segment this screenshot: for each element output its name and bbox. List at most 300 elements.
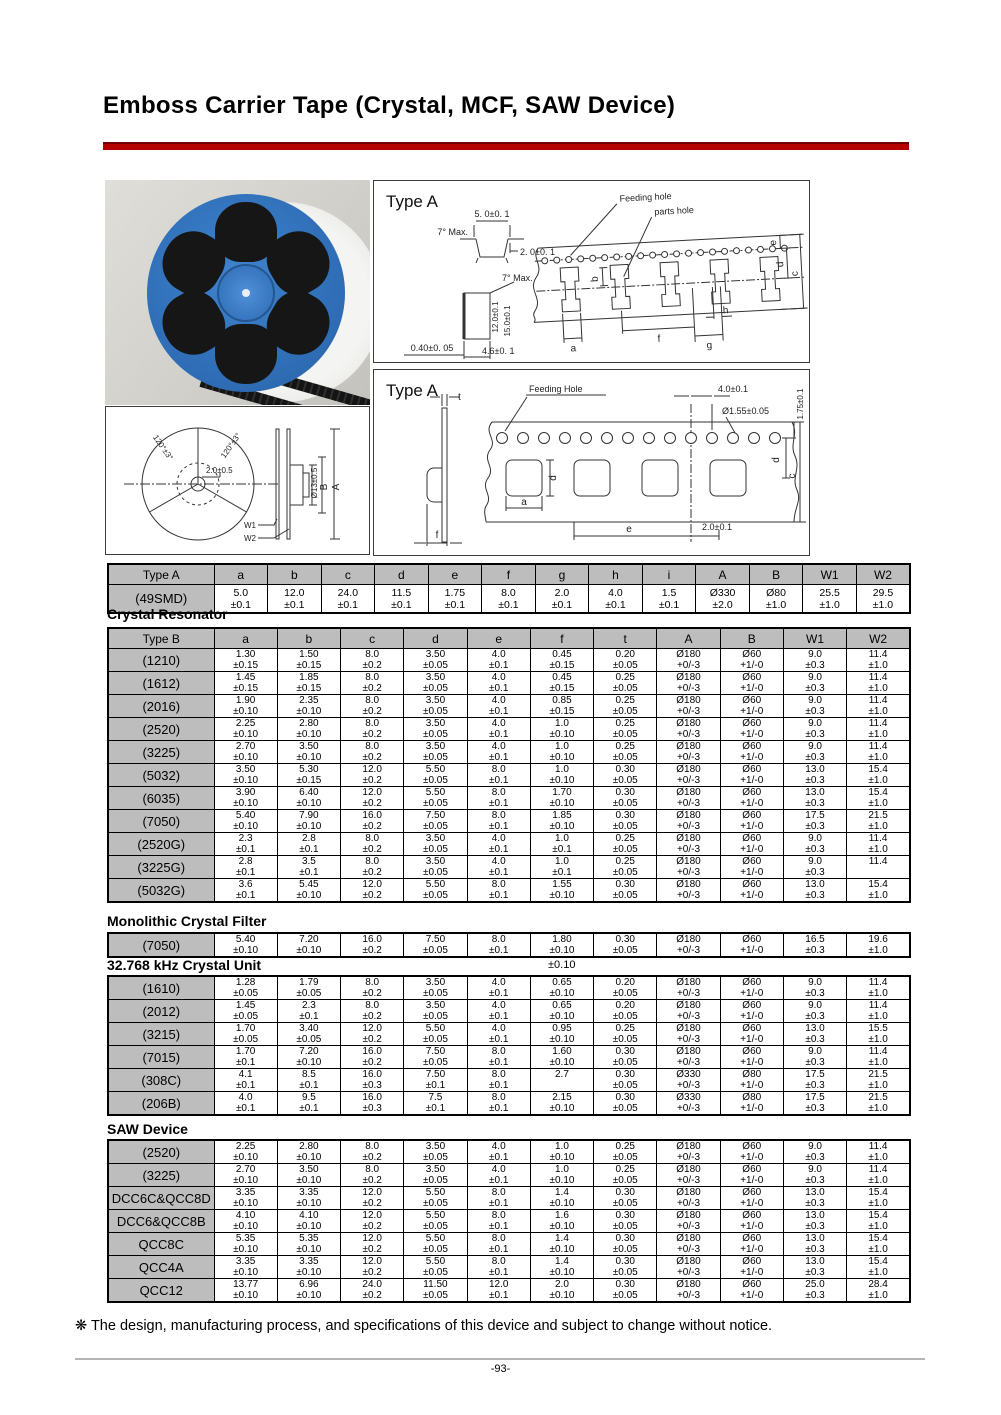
letter-h: h xyxy=(722,305,729,317)
spec-value: 12.0 xyxy=(362,879,382,890)
spec-value: Ø60 xyxy=(742,810,762,821)
spec-value: 13.0 xyxy=(805,1256,825,1267)
spec-tolerance: ±2.0 xyxy=(712,598,733,611)
spec-tolerance: ±0.05 xyxy=(422,1267,448,1278)
spec-tolerance: ±0.1 xyxy=(489,1175,509,1186)
spec-cell xyxy=(657,1279,720,1303)
spec-cell xyxy=(428,585,482,614)
spec-value: 3.35 xyxy=(299,1256,319,1267)
spec-cell xyxy=(720,1187,783,1210)
spec-cell xyxy=(594,833,657,856)
title-rule xyxy=(103,142,909,150)
spec-tolerance: ±1.0 xyxy=(868,683,888,694)
spec-value: 8.0 xyxy=(491,934,506,945)
spec-tolerance: +1/-0 xyxy=(740,729,764,740)
spec-tolerance: ±0.10 xyxy=(296,706,322,717)
spec-value: 6.96 xyxy=(299,1279,319,1290)
spec-cell xyxy=(530,649,593,672)
spec-tolerance: ±0.1 xyxy=(489,1103,509,1114)
spec-cell xyxy=(594,764,657,787)
spec-value: Ø180 xyxy=(676,1210,701,1221)
spec-value: 11.50 xyxy=(423,1279,448,1290)
spec-value: Ø180 xyxy=(676,1187,701,1198)
spec-tolerance: ±0.05 xyxy=(612,706,638,717)
spec-value: 5.50 xyxy=(425,787,446,798)
spec-cell xyxy=(341,695,404,718)
spec-tolerance: ±0.05 xyxy=(422,775,448,786)
spec-tolerance: ±1.0 xyxy=(868,1103,888,1114)
spec-value: 0.45 xyxy=(552,649,572,660)
spec-value: 2.0 xyxy=(554,586,570,599)
spec-value: 3.40 xyxy=(299,1023,319,1034)
spec-tolerance: ±1.0 xyxy=(765,598,787,611)
w1-label: W1 xyxy=(244,521,256,530)
spec-cell xyxy=(530,933,593,957)
spec-tolerance: +0/-3 xyxy=(676,945,701,956)
spec-value: 11.4 xyxy=(868,833,888,844)
spec-tolerance: +0/-3 xyxy=(676,775,701,786)
section-heading-saw: SAW Device xyxy=(107,1121,188,1137)
spec-tolerance: ±0.3 xyxy=(805,1290,825,1301)
spec-cell xyxy=(657,1233,720,1256)
spec-cell xyxy=(467,1256,530,1279)
spec-tolerance: ±0.05 xyxy=(612,1103,638,1114)
spec-value: 12.0 xyxy=(362,1187,382,1198)
spec-cell xyxy=(277,672,340,695)
spec-cell xyxy=(594,649,657,672)
spec-tolerance: ±0.15 xyxy=(296,683,322,694)
spec-cell xyxy=(404,672,467,695)
spec-cell xyxy=(594,976,657,1000)
spec-tolerance: ±0.10 xyxy=(233,729,259,740)
spec-tolerance: ±0.10 xyxy=(233,798,259,809)
spec-tolerance: ±1.0 xyxy=(868,890,888,901)
spec-cell xyxy=(783,879,846,903)
spec-tolerance: +1/-0 xyxy=(740,775,764,786)
spec-value: 3.35 xyxy=(299,1187,319,1198)
dim-label: 0.40±0. 05 xyxy=(410,343,454,353)
spec-tolerance: ±0.10 xyxy=(549,1011,575,1022)
spec-value: 2.25 xyxy=(235,718,256,729)
row-label: (49SMD) xyxy=(108,585,214,614)
spec-value: 8.0 xyxy=(491,787,506,798)
column-header: A xyxy=(696,564,750,585)
spec-tolerance: ±0.3 xyxy=(805,1034,825,1045)
spec-cell xyxy=(783,1187,846,1210)
spec-cell xyxy=(657,787,720,810)
spec-tolerance: ±0.2 xyxy=(362,890,382,901)
column-header: f xyxy=(482,564,536,585)
table-row xyxy=(108,1210,910,1233)
spec-cell xyxy=(783,649,846,672)
spec-tolerance: ±0.2 xyxy=(362,1267,382,1278)
spec-value: 4.0 xyxy=(491,649,506,660)
spec-cell xyxy=(482,585,536,614)
spec-value: 1.30 xyxy=(235,649,256,660)
spec-tolerance: ±0.1 xyxy=(489,1290,509,1301)
spec-tolerance: ±0.10 xyxy=(233,706,259,717)
spec-value: Ø60 xyxy=(742,1141,762,1152)
spec-tolerance: ±0.10 xyxy=(296,1267,322,1278)
spec-tolerance: ±0.1 xyxy=(284,598,305,611)
spec-tolerance: ±0.05 xyxy=(612,821,638,832)
spec-cell xyxy=(783,1210,846,1233)
spec-tolerance: ±0.10 xyxy=(549,821,575,832)
spec-value: 1.45 xyxy=(235,672,256,683)
table-row xyxy=(108,1000,910,1023)
spec-cell xyxy=(847,1023,910,1046)
spec-cell xyxy=(277,810,340,833)
spec-value: 3.50 xyxy=(425,649,446,660)
spec-cell xyxy=(657,672,720,695)
spec-cell xyxy=(341,1023,404,1046)
type-a-diagram-1 xyxy=(373,180,810,363)
spec-tolerance: ±1.0 xyxy=(868,1267,888,1278)
spec-cell xyxy=(847,856,910,879)
spec-value: 0.30 xyxy=(615,879,635,890)
spec-tolerance: ±1.0 xyxy=(868,775,888,786)
column-header: W2 xyxy=(856,564,910,585)
spec-value: Ø180 xyxy=(676,787,701,798)
spec-value: 3.35 xyxy=(235,1187,256,1198)
spec-tolerance: ±1.0 xyxy=(868,1175,888,1186)
spec-cell xyxy=(783,1256,846,1279)
spec-tolerance: ±0.10 xyxy=(549,1290,575,1301)
spec-tolerance: ±0.1 xyxy=(658,598,680,611)
spec-tolerance: ±0.10 xyxy=(549,1034,575,1045)
spec-value: 8.0 xyxy=(491,1092,506,1103)
spec-value: 8.0 xyxy=(491,1046,506,1057)
spec-value: 0.25 xyxy=(615,856,635,867)
spec-value: 2.15 xyxy=(552,1092,572,1103)
dim-label: 2.0±0.5 xyxy=(206,466,233,475)
spec-tolerance: ±0.2 xyxy=(362,1175,382,1186)
spec-value: 9.0 xyxy=(808,672,822,683)
spec-value: 9.0 xyxy=(808,695,822,706)
spec-cell xyxy=(530,1000,593,1023)
table-row xyxy=(108,1256,910,1279)
spec-tolerance: ±0.3 xyxy=(805,1267,825,1278)
spec-value: 4.0 xyxy=(491,833,506,844)
column-header: B xyxy=(720,628,783,649)
spec-cell xyxy=(530,741,593,764)
spec-cell xyxy=(214,976,277,1000)
spec-tolerance: ±0.1 xyxy=(489,660,509,671)
spec-tolerance: +0/-3 xyxy=(676,660,701,671)
spec-tolerance: ±0.15 xyxy=(549,706,575,717)
column-header: a xyxy=(214,628,277,649)
spec-value: 5.50 xyxy=(425,879,446,890)
spec-value: Ø60 xyxy=(742,1187,762,1198)
spec-tolerance xyxy=(847,867,909,878)
spec-value: 21.5 xyxy=(868,1069,888,1080)
spec-cell xyxy=(720,1069,783,1092)
spec-tolerance: ±0.1 xyxy=(235,1080,256,1091)
spec-tolerance: ±0.10 xyxy=(549,729,575,740)
spec-tolerance: ±1.0 xyxy=(868,752,888,763)
spec-value: 0.25 xyxy=(615,672,635,683)
spec-cell xyxy=(277,1069,340,1092)
spec-tolerance: +0/-3 xyxy=(676,1080,701,1091)
spec-value: 3.50 xyxy=(425,833,446,844)
letter-f: f xyxy=(435,530,439,541)
spec-tolerance: +1/-0 xyxy=(740,1034,764,1045)
spec-value: 9.0 xyxy=(808,977,822,988)
spec-value: 4.0 xyxy=(238,1092,253,1103)
spec-tolerance: ±1.0 xyxy=(868,1057,888,1068)
table-row xyxy=(108,1187,910,1210)
spec-value: Ø60 xyxy=(742,649,762,660)
spec-cell xyxy=(657,1164,720,1187)
spec-value: 2.8 xyxy=(301,833,316,844)
spec-tolerance: ±0.1 xyxy=(489,844,509,855)
spec-cell xyxy=(341,1000,404,1023)
table-row xyxy=(108,764,910,787)
spec-cell xyxy=(594,1069,657,1092)
spec-value: 1.70 xyxy=(235,1046,256,1057)
spec-tolerance: ±0.2 xyxy=(362,775,382,786)
spec-value: 3.50 xyxy=(425,977,446,988)
spec-tolerance: ±0.10 xyxy=(549,1175,575,1186)
footnote-asterisk-icon: ❋ xyxy=(75,1317,88,1334)
spec-tolerance: +0/-3 xyxy=(676,1244,701,1255)
table-row xyxy=(108,879,910,903)
spec-value: 5.50 xyxy=(425,1187,446,1198)
spec-tolerance: ±0.3 xyxy=(805,1057,825,1068)
spec-value: 4.0 xyxy=(491,741,506,752)
spec-cell xyxy=(847,1000,910,1023)
spec-tolerance: ±0.05 xyxy=(612,1221,638,1232)
spec-value: 13.77 xyxy=(233,1279,259,1290)
column-header: h xyxy=(589,564,643,585)
spec-value: 9.0 xyxy=(808,833,822,844)
spec-cell xyxy=(642,585,696,614)
spec-cell xyxy=(856,585,910,614)
spec-tolerance: ±1.0 xyxy=(872,598,894,611)
spec-value: 2.3 xyxy=(301,1000,316,1011)
spec-cell xyxy=(594,810,657,833)
heading-tolerance-note: ±0.10 xyxy=(548,959,576,971)
spec-value: 12.0 xyxy=(488,1279,509,1290)
spec-tolerance: ±0.15 xyxy=(233,683,259,694)
dim-label: 15.0±0.1 xyxy=(503,305,512,337)
spec-value: 9.0 xyxy=(808,856,822,867)
spec-tolerance: ±0.2 xyxy=(362,660,382,671)
spec-tolerance: ±0.3 xyxy=(362,1080,382,1091)
spec-tolerance: +1/-0 xyxy=(740,1198,764,1209)
spec-cell xyxy=(277,976,340,1000)
spec-tolerance: ±0.2 xyxy=(362,1244,382,1255)
table-row xyxy=(108,718,910,741)
row-label: (1210) xyxy=(108,649,214,672)
spec-cell xyxy=(214,718,277,741)
spec-value: 8.0 xyxy=(365,1000,380,1011)
spec-value: 3.50 xyxy=(299,741,319,752)
spec-tolerance: ±0.05 xyxy=(612,683,638,694)
column-header: W2 xyxy=(847,628,910,649)
spec-value: 8.0 xyxy=(365,1164,380,1175)
spec-tolerance: ±0.10 xyxy=(233,821,259,832)
spec-value: Ø180 xyxy=(676,810,701,821)
spec-value: 4.10 xyxy=(235,1210,256,1221)
spec-tolerance: ±0.05 xyxy=(612,1057,638,1068)
spec-cell xyxy=(783,1069,846,1092)
spec-cell xyxy=(467,933,530,957)
spec-value: 0.20 xyxy=(615,977,635,988)
spec-cell xyxy=(404,1069,467,1092)
spec-value: Ø60 xyxy=(742,856,762,867)
spec-cell xyxy=(530,810,593,833)
spec-cell xyxy=(657,810,720,833)
spec-value: 3.50 xyxy=(425,718,446,729)
spec-tolerance: ±0.10 xyxy=(233,1244,259,1255)
crystal-resonator-table xyxy=(107,627,911,903)
spec-tolerance: ±0.2 xyxy=(362,1034,382,1045)
spec-tolerance: ±1.0 xyxy=(868,945,888,956)
spec-tolerance: +1/-0 xyxy=(740,798,764,809)
spec-value: 5.50 xyxy=(425,1210,446,1221)
spec-value: 11.4 xyxy=(868,718,888,729)
spec-cell xyxy=(847,1210,910,1233)
spec-cell xyxy=(783,787,846,810)
spec-tolerance: ±0.2 xyxy=(362,1221,382,1232)
spec-value: 0.30 xyxy=(615,1187,635,1198)
section-heading-khz: 32.768 kHz Crystal Unit xyxy=(107,957,262,973)
spec-cell xyxy=(341,1164,404,1187)
spec-value: Ø330 xyxy=(676,1092,701,1103)
spec-tolerance: +1/-0 xyxy=(740,1244,764,1255)
spec-value: 4.0 xyxy=(491,856,506,867)
spec-cell xyxy=(783,1046,846,1069)
spec-tolerance: ±1.0 xyxy=(868,1221,888,1232)
spec-value: 9.0 xyxy=(808,741,822,752)
spec-value: 21.5 xyxy=(868,1092,888,1103)
spec-cell xyxy=(720,1046,783,1069)
spec-value: 0.30 xyxy=(615,1046,635,1057)
dim-label: 5. 0±0. 1 xyxy=(474,209,510,219)
row-label: (7050) xyxy=(108,933,214,957)
spec-value: 15.4 xyxy=(868,764,888,775)
spec-cell xyxy=(530,1069,593,1092)
spec-cell xyxy=(214,1210,277,1233)
spec-value: Ø330 xyxy=(676,1069,701,1080)
spec-value: 3.90 xyxy=(235,787,256,798)
spec-tolerance: ±0.1 xyxy=(489,988,509,999)
spec-tolerance: ±0.05 xyxy=(422,1011,448,1022)
spec-tolerance: ±0.05 xyxy=(612,867,638,878)
spec-tolerance: ±0.05 xyxy=(422,1198,448,1209)
spec-cell xyxy=(783,1023,846,1046)
spec-tolerance: ±0.05 xyxy=(612,1198,638,1209)
spec-cell xyxy=(467,1000,530,1023)
table-row xyxy=(108,1233,910,1256)
angle-label: 120°±3° xyxy=(151,433,175,462)
spec-tolerance: +1/-0 xyxy=(740,844,764,855)
column-header: a xyxy=(214,564,268,585)
spec-tolerance: ±0.05 xyxy=(422,1244,448,1255)
parts-hole-label: parts hole xyxy=(654,204,695,217)
spec-tolerance: ±0.10 xyxy=(549,1198,575,1209)
column-header: d xyxy=(375,564,429,585)
column-header: g xyxy=(535,564,589,585)
spec-value: 0.30 xyxy=(615,934,635,945)
column-header: e xyxy=(467,628,530,649)
spec-value: 4.0 xyxy=(491,1141,506,1152)
spec-tolerance: ±0.2 xyxy=(362,988,382,999)
spec-value: 3.50 xyxy=(425,672,446,683)
spec-value: 0.30 xyxy=(615,1069,635,1080)
spec-cell xyxy=(214,833,277,856)
spec-cell xyxy=(657,1023,720,1046)
spec-tolerance: ±0.1 xyxy=(299,867,319,878)
spec-value: 3.50 xyxy=(425,741,446,752)
spec-cell xyxy=(847,695,910,718)
spec-value: 7.50 xyxy=(425,1046,446,1057)
spec-tolerance: +0/-3 xyxy=(676,1198,701,1209)
spec-tolerance: ±0.05 xyxy=(422,683,448,694)
spec-cell xyxy=(594,1046,657,1069)
spec-value: 1.70 xyxy=(552,787,572,798)
spec-cell xyxy=(467,1210,530,1233)
spec-value: 8.0 xyxy=(491,1256,506,1267)
spec-tolerance: ±0.05 xyxy=(422,867,448,878)
spec-value: Ø60 xyxy=(742,833,762,844)
spec-cell xyxy=(657,1140,720,1164)
spec-value: 8.0 xyxy=(491,1069,506,1080)
spec-tolerance: ±0.3 xyxy=(805,660,825,671)
spec-cell xyxy=(530,879,593,903)
spec-value: 1.0 xyxy=(555,856,569,867)
spec-tolerance: +1/-0 xyxy=(740,1175,764,1186)
spec-value: 1.0 xyxy=(555,741,569,752)
spec-value: Ø60 xyxy=(742,695,762,706)
spec-tolerance: ±0.3 xyxy=(805,890,825,901)
spec-value: 0.30 xyxy=(615,764,635,775)
spec-value: 8.0 xyxy=(491,1187,506,1198)
spec-tolerance: ±0.1 xyxy=(552,844,572,855)
spec-value: 11.4 xyxy=(868,856,888,867)
spec-value: 8.0 xyxy=(491,764,506,775)
spec-tolerance: ±0.2 xyxy=(362,798,382,809)
spec-cell xyxy=(404,833,467,856)
spec-value: 5.50 xyxy=(425,764,446,775)
spec-tolerance: ±0.05 xyxy=(612,1267,638,1278)
spec-cell xyxy=(594,718,657,741)
spec-value: 19.6 xyxy=(868,934,888,945)
spec-tolerance: +1/-0 xyxy=(740,1103,764,1114)
dim-label: 2. 0±0. 1 xyxy=(520,247,555,257)
spec-cell xyxy=(341,1256,404,1279)
spec-cell xyxy=(720,933,783,957)
spec-tolerance: ±0.3 xyxy=(805,844,825,855)
table-header-row xyxy=(108,564,910,585)
spec-cell xyxy=(657,695,720,718)
spec-cell xyxy=(277,1233,340,1256)
spec-tolerance xyxy=(531,1080,593,1091)
spec-cell xyxy=(847,787,910,810)
spec-cell xyxy=(277,833,340,856)
spec-tolerance: ±0.05 xyxy=(422,706,448,717)
spec-cell xyxy=(277,1092,340,1116)
spec-cell xyxy=(720,1210,783,1233)
spec-cell xyxy=(657,1069,720,1092)
row-label: DCC6C&QCC8D xyxy=(108,1187,214,1210)
table-row xyxy=(108,649,910,672)
spec-value: 0.30 xyxy=(615,1256,635,1267)
spec-tolerance: ±0.10 xyxy=(233,1221,259,1232)
spec-cell xyxy=(783,695,846,718)
spec-cell xyxy=(530,1187,593,1210)
